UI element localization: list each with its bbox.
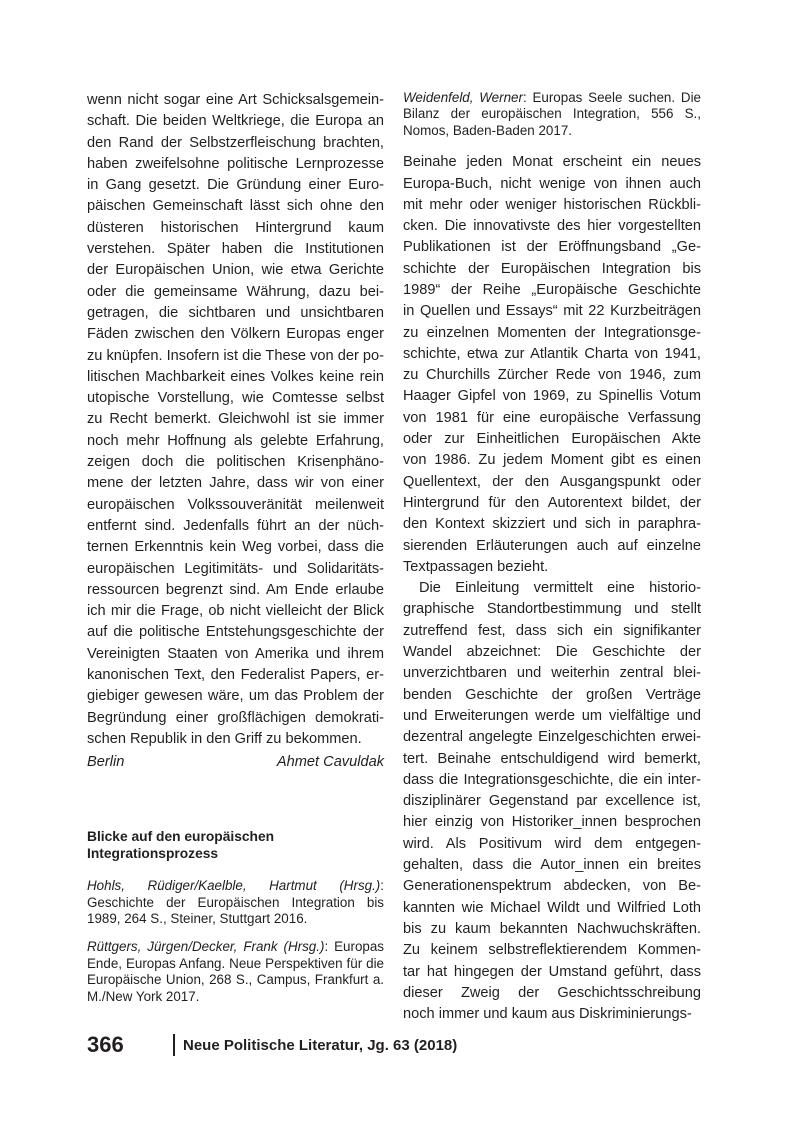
text-line: unverzichtbaren und weiterhin zentral blei- (403, 665, 701, 682)
journal-title: Neue Politische Literatur, Jg. 63 (2018) (183, 1036, 458, 1054)
text-line: dezentral angelegte Einzelgeschichten erwei- (403, 729, 701, 746)
text-line: Beinahe jeden Monat erscheint ein neues (403, 154, 701, 171)
review-signature (87, 752, 384, 773)
text-line: verstehen. Später haben die Institutionen (87, 241, 384, 258)
text-line: Begründung einer großflächigen demokrati- (87, 709, 384, 726)
text-line: und Erweiterungen werde um vielfältige und (403, 707, 701, 724)
text-line: Publikationen ist der Eröffnungsband „Ge- (403, 239, 701, 256)
text-line: in Quellen und Essays“ mit 22 Kurzbeiträgen (403, 303, 701, 320)
text-line: Zu keinem selbstreflektierendem Kommen- (403, 942, 701, 959)
text-line: noch mehr Hoffnung als gelebte Erfahrung, (87, 432, 384, 449)
text-line: utopische Vorstellung, wie Comtesse selbst (87, 390, 384, 407)
text-line: Europa-Buch, nicht wenige von ihnen auch (403, 175, 701, 192)
text-line: schen Republik in den Griff zu bekommen. (87, 730, 362, 747)
text-line: von 1986. Zu jedem Moment gibt es einen (403, 452, 701, 469)
text-line: gehalten, dass die Autor_innen ein breites (403, 857, 701, 874)
text-line: Generationenspektrum abdecken, von Be- (403, 878, 701, 895)
text-line: disziplinärer Gegenstand par excellence ist, (403, 793, 701, 810)
reference-authors: Rüttgers, Jürgen/Decker, Frank (Hrsg.) (87, 939, 325, 955)
text-line: getragen, die sichtbaren und unsichtbaren (87, 304, 384, 321)
text-line: benden Geschichte der großen Verträge (403, 686, 701, 703)
reference-text: : Geschichte der Europäischen Integration bis 1989, 264 S., Steiner, Stuttgart 2016. (87, 878, 384, 927)
text-line: Quellentext, der den Ausgangspunkt oder (403, 473, 701, 490)
text-line: wenn nicht sogar eine Art Schicksalsgemein- (87, 92, 384, 108)
text-line: cken. Die innovativste des hier vorgestellten (403, 218, 701, 235)
text-line: mit mehr oder weniger historischen Rückbli- (403, 196, 701, 213)
text-line: düsteren historischen Hintergrund kaum (87, 219, 384, 236)
footer-separator (173, 1034, 175, 1056)
text-line: den Rand der Selbstzerfleischung brachten, (87, 134, 384, 151)
left-column (87, 90, 384, 1005)
body-text-left (87, 90, 384, 750)
text-line: mene der letzten Jahre, dass wir von einer (87, 475, 384, 492)
text-line: europäischen Volkssouveränität meilenweit (87, 496, 384, 513)
text-line: päischen Gemeinschaft lässt sich ohne den (87, 198, 384, 215)
section-heading: Blicke auf den europäischen Integrationsprozess (87, 829, 275, 862)
right-column (403, 90, 701, 1025)
text-line: tar hat hingegen der Umstand geführt, dass (403, 963, 701, 980)
text-line: Textpassagen bezieht. (403, 558, 549, 575)
reference-text: : Europas Seele suchen. Die Bilanz der europäischen Integration, 556 S., Nomos, Baden-Baden 2017. (403, 90, 701, 138)
text-line: entfernt sind. Jedenfalls führt an der nüch- (87, 517, 384, 534)
reference-entry (87, 939, 384, 1005)
reference-text: : Europas Ende, Europas Anfang. Neue Perspektiven für die Europäische Union, 268 S., Campus, Frankfurt a. M./New York 2017. (87, 939, 384, 1004)
text-line: zu einzelnen Momenten der Integrationsge- (403, 324, 701, 341)
text-line: Vereinigten Staaten von Amerika und ihrem (87, 645, 384, 662)
signature-place: Berlin (87, 754, 125, 771)
signature-author: Ahmet Cavuldak (276, 754, 384, 771)
text-line: 1989“ der Reihe „Europäische Geschichte (403, 282, 701, 298)
text-line: noch immer und kaum aus Diskriminierungs- (403, 1006, 692, 1023)
text-line: oder zur Einheitlichen Europäischen Akte (403, 431, 701, 448)
text-line: schaft. Die beiden Weltkriege, die Europa an (87, 113, 384, 130)
reference-authors: Weidenfeld, Werner (403, 90, 523, 105)
text-line: tert. Beinahe entschuldigend wird bemerkt, (403, 750, 701, 767)
text-line: haben zweifelsohne politische Lernprozesse (87, 155, 384, 172)
text-line: giebiger gewesen wäre, um das Problem der (87, 688, 384, 705)
text-line: von 1981 für eine europäische Verfassung (403, 409, 701, 426)
text-line: schichte, etwa zur Atlantik Charta von 1941, (403, 345, 701, 362)
text-line: dass die Integrationsgeschichte, die ein inter- (403, 771, 701, 788)
text-line: wird. Als Positivum wird dem entgegen- (403, 835, 701, 852)
text-line: der Europäischen Union, wie etwa Gerichte (87, 262, 384, 279)
text-line: zu knüpfen. Insofern ist die These von der po- (87, 347, 384, 364)
reference-entry (403, 90, 701, 139)
text-line: den Kontext skizziert und sich in paraphra- (403, 516, 701, 533)
text-line: zu Recht bemerkt. Gleichwohl ist sie immer (87, 411, 384, 428)
text-line: schichte der Europäischen Integration bis (403, 260, 701, 277)
reference-entry (87, 878, 384, 927)
text-line: zeigen doch die politischen Krisenphäno- (87, 454, 384, 471)
body-paragraph (403, 578, 701, 1025)
text-line: Fäden zwischen den Völkern Europas enger (87, 326, 384, 343)
reference-authors: Hohls, Rüdiger/Kaelble, Hartmut (Hrsg.) (87, 878, 381, 894)
text-line: in Gang gesetzt. Die Gründung einer Euro- (87, 177, 384, 194)
text-line: zu Churchills Zürcher Rede von 1946, zum (403, 367, 701, 384)
text-line: auf die politische Entstehungsgeschichte der (87, 624, 384, 641)
text-line: kanonischen Text, den Federalist Papers, er- (87, 667, 384, 684)
page-footer (87, 1030, 457, 1060)
text-line: Haager Gipfel von 1969, zu Spinellis Votum (403, 388, 701, 405)
text-line: graphische Standortbestimmung und stellt (403, 601, 701, 618)
text-line: ternen Erkenntnis kein Weg vorbei, dass die (87, 539, 384, 556)
text-line: ressourcen begrenzt sind. Am Ende erlaube (87, 581, 384, 598)
text-line: oder die gemeinsame Währung, dazu bei- (87, 283, 384, 300)
text-line: bis zu kaum bekannten Nachwuchskräften. (403, 920, 701, 937)
body-paragraph (403, 152, 701, 578)
text-line: Hintergrund für den Autorentext bildet, der (403, 494, 701, 511)
text-line: hier einzig von Historiker_innen besprochen (403, 814, 701, 831)
text-line: kannten wie Michael Wildt und Wilfried Loth (403, 899, 701, 916)
text-line: europäischen Legitimitäts- und Solidaritäts- (87, 560, 384, 577)
text-line: Wandel abzeichnet: Die Geschichte der (403, 644, 701, 661)
text-line: Die Einleitung vermittelt eine historio- (419, 580, 701, 597)
page-number: 366 (87, 1032, 124, 1057)
text-line: ich mir die Frage, ob nicht vielleicht der Blick (87, 603, 384, 620)
text-line: litischen Machbarkeit eines Volkes keine rein (87, 368, 384, 385)
text-line: sierenden Erläuterungen auch auf einzelne (403, 537, 701, 554)
text-line: zutreffend fest, dass sich ein signifikanter (403, 622, 701, 639)
text-line: dieser Zweig der Geschichtsschreibung (403, 984, 701, 1001)
